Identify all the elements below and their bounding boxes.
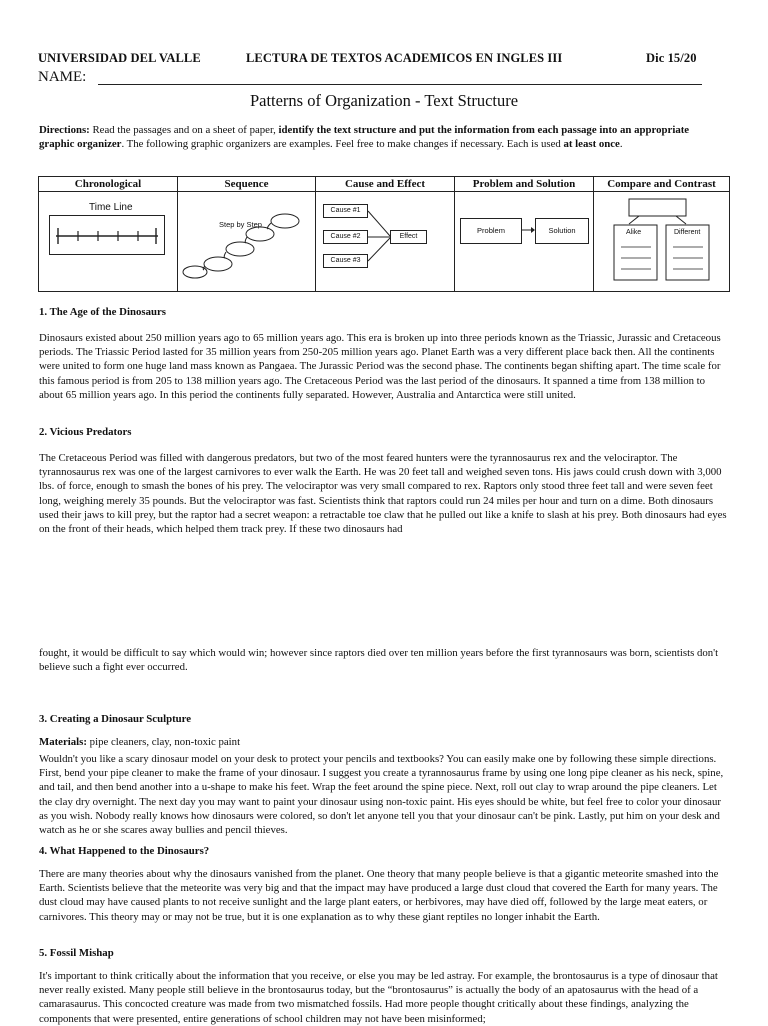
section-2-heading: 2. Vicious Predators bbox=[39, 426, 132, 438]
directions-bold-1: identify the text structure and put the information from each passage into an appropriate graphic organizer bbox=[39, 124, 690, 151]
section-2-body: The Cretaceous Period was filled with dangerous predators, but two of the most feared hunters were the tyrannosaurus rex and the velociraptor. The tyrannosaurus rex was one of the largest carnivores to ever walk the Earth. He was 20 feet tall and weighed seven tons. His jaws could crush down with 3,000 lbs. of force, enough to smash the bones of his prey. The velociraptor was very small compared to rex. Raptors only stood three feet tall and were seven feet long, weighing merely 35 pounds. But the velociraptor was fast. Scientists think that raptors could run 24 miles per hour and turn on a dime. Both dinosaurs used their jaws to kill prey, but the raptor had a secret weapon: a retractable toe claw that he pulled out like a knife to slash at his prey. Both dinosaurs had eyes on the front of their heads, which helped them track prey. If these two dinosaurs had bbox=[39, 452, 727, 536]
directions-bold-2: at least once bbox=[563, 138, 620, 151]
solution-box: Solution bbox=[535, 218, 589, 244]
cause-effect-organizer bbox=[316, 192, 455, 292]
cause-2-box: Cause #2 bbox=[323, 230, 368, 244]
directions-text-3: . bbox=[619, 138, 623, 151]
course-name: LECTURA DE TEXTOS ACADEMICOS EN INGLES III bbox=[246, 51, 563, 65]
alike-label: Alike bbox=[626, 229, 642, 236]
name-underline bbox=[98, 84, 702, 85]
cause-1-box: Cause #1 bbox=[323, 204, 368, 218]
step-label: Step by Step bbox=[219, 220, 262, 229]
header-sequence: Sequence bbox=[178, 177, 316, 192]
section-1-body: Dinosaurs existed about 250 million years ago to 65 million years ago. This era is broken up into three periods known as the Triassic, Jurassic and Cretaceous periods. The Triassic Period lasted for 35 million years from 250-205 million years ago. Planet Earth was a very different place back then. All the continents were united to form one huge land mass known as Pangaea. The Jurassic Period was the second phase. The continents began shifting apart. The time scale for this famous period is from 205 to 138 million years ago. The Cretaceous Period was the last period of the dinosaurs. It spanned a time from 138 million to about 65 million years ago. In this period the continents fully separated. However, Australia and Antarctica were still united. bbox=[39, 332, 721, 401]
directions bbox=[39, 123, 725, 151]
section-5-heading: 5. Fossil Mishap bbox=[39, 947, 114, 959]
section-2-body-continued: fought, it would be difficult to say which would win; however since raptors died over ten million years before the first tyrannosaurs was born, scientists don't believe such a fight ever occurred. bbox=[39, 647, 719, 674]
materials-list: pipe cleaners, clay, non-toxic paint bbox=[86, 736, 241, 748]
timeline-label: Time Line bbox=[89, 202, 133, 213]
section-4-body: There are many theories about why the dinosaurs vanished from the planet. One theory that many people believe is that a gigantic meteorite smashed into the Earth. Scientists believe that the meteorite was very big and that the impact may have produced a large dust cloud that covered the Earth for many years. The dust cloud may have caused plants to not receive sunlight and the large plant eaters, or herbivores, may have died off, followed by the large meat eaters, or carnivores. This theory may or may not be true, but it is one explanation as to why these giant reptiles no longer inhabit the Earth. bbox=[39, 868, 719, 923]
effect-box: Effect bbox=[390, 230, 427, 244]
timeline-graphic bbox=[50, 216, 164, 254]
section-3-body: Wouldn't you like a scary dinosaur model on your desk to protect your pencils and textbooks? You can easily make one by following these simple directions. First, bend your pipe cleaner to make the frame of your dinosaur. I suggest you create a tyrannosaurus frame by using one long pipe cleaner as his neck, spine, and tail, and then bend another into a u-shape to make his feet. Wrap the feet around the spine piece. Next, roll out clay to wrap around the pipe cleaners. Let the clay dry overnight. The next day you may want to paint your dinosaur using non-toxic paint. His eyes should be white, but feel free to color your dinosaur as you wish. Nobody really knows how dinosaurs were colored, so don't let anyone tell you that your dinosaur can't be pink. Lastly, put him on your desk and watch as he or she scares away bullies and pencil thieves. bbox=[39, 753, 724, 837]
materials-line bbox=[39, 735, 729, 749]
graphic-organizers-table bbox=[38, 176, 730, 292]
header-cause-effect: Cause and Effect bbox=[316, 177, 455, 192]
sequence-graphic bbox=[178, 192, 314, 290]
header-chronological: Chronological bbox=[39, 177, 178, 192]
problem-box: Problem bbox=[460, 218, 522, 244]
directions-text-2: . The following graphic organizers are examples. Feel free to make changes if necessary. Each is used bbox=[121, 138, 564, 151]
timeline-organizer bbox=[39, 192, 178, 292]
section-5-body: It's important to think critically about the information that you receive, or else you may be led astray. For example, the brontosaurus is a type of dinosaur that never really existed. Many people still believe in the brontosaurus today, but the “brontosaurus” is actually the body of an apatosaurus with the head of a camarasaurus. This concocted creature was made from two mismatched fossils. Had more people thought critically about these findings, analyzing the components that were presented, entire generations of school children may not have been misinformed; bbox=[39, 970, 718, 1025]
different-label: Different bbox=[674, 229, 701, 236]
timeline-frame bbox=[49, 215, 165, 255]
compare-contrast-graphic bbox=[594, 192, 731, 290]
header-problem-solution: Problem and Solution bbox=[455, 177, 594, 192]
name-field[interactable] bbox=[38, 69, 702, 86]
compare-contrast-organizer bbox=[594, 192, 730, 292]
university-name: UNIVERSIDAD DEL VALLE bbox=[38, 51, 201, 65]
section-4-heading: 4. What Happened to the Dinosaurs? bbox=[39, 845, 210, 857]
cause-3-box: Cause #3 bbox=[323, 254, 368, 268]
sequence-organizer bbox=[178, 192, 316, 292]
directions-text-1: Read the passages and on a sheet of paper, bbox=[89, 124, 279, 136]
section-1-heading: 1. The Age of the Dinosaurs bbox=[39, 306, 166, 318]
header-compare-contrast: Compare and Contrast bbox=[594, 177, 730, 192]
name-label: NAME: bbox=[38, 69, 87, 85]
section-3-heading: 3. Creating a Dinosaur Sculpture bbox=[39, 713, 192, 725]
page-title: Patterns of Organization - Text Structure bbox=[249, 91, 519, 110]
problem-solution-organizer bbox=[455, 192, 594, 292]
date: Dic 15/20 bbox=[646, 51, 697, 65]
materials-label: Materials: bbox=[39, 736, 87, 748]
directions-label: Directions: bbox=[39, 124, 90, 136]
cause-effect-arrows bbox=[316, 192, 453, 290]
